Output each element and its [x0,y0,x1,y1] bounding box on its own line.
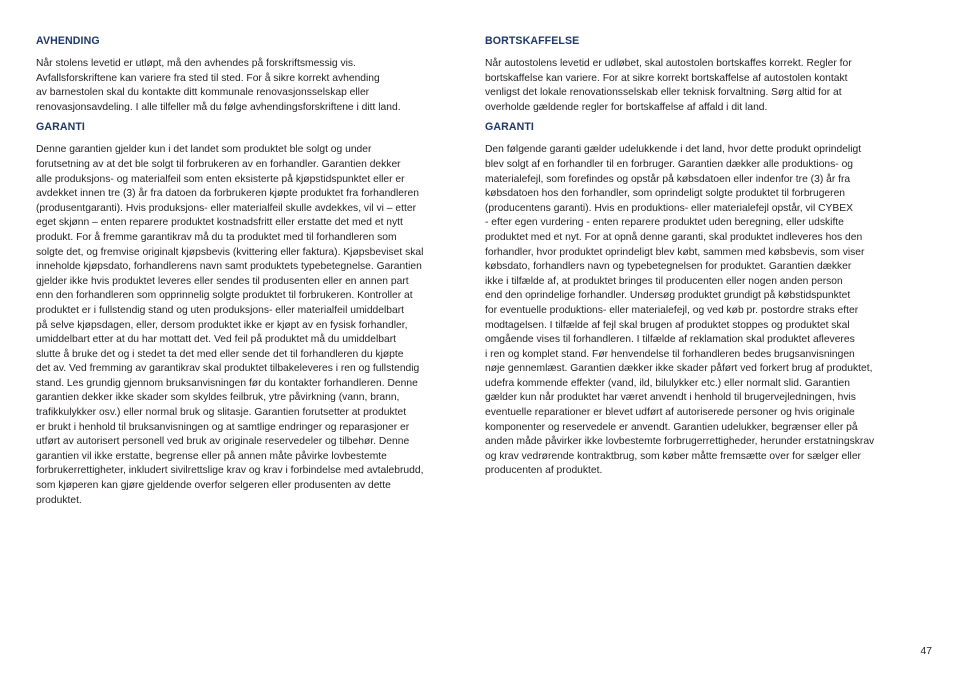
text-line: produktet med et nyt. For at opnå denne garanti, skal produktet indleveres hos den [485,231,863,243]
text-line: det av. Ved fremming av garantikrav skal produktet tilbakeleveres i ren og fullstendig [36,363,420,375]
warranty-paragraph-da [485,143,921,479]
left-column [36,35,468,514]
text-line: avdekket innen tre (3) år fra datoen da forbrukeren kjøpte produktet fra forhandleren [36,188,419,200]
text-line: produktet er i fullstendig stand og uten produksjons- eller materialfeil umiddelbart [36,304,405,316]
disposal-heading-da: BORTSKAFFELSE [485,35,580,47]
text-line: Denne garantien gjelder kun i det landet som produktet ble solgt og under [36,144,372,156]
text-line: blev solgt af en forhandler til en forbruger. Garantien dækker alle produktions- og [485,158,854,170]
text-line: ikke i tilfælde af, at produktet bringes til producenten eller nogen anden person [485,275,843,287]
text-line: Når stolens levetid er utløpt, må den avhendes på forskriftsmessig vis. [36,58,356,69]
text-line: renovasjonsavdeling. I alle tilfeller må du følge avhendingsforskriftene i ditt land. [36,101,401,113]
text-line: - efter egen vurdering - enten reparere produktet uden beregning, eller udskifte [485,217,844,229]
text-line: forutsetning av at det ble solgt til forbrukeren av en forhandler. Garantien dekker [36,158,401,170]
text-line: produktet. [36,494,82,506]
warranty-heading-no: GARANTI [36,121,85,134]
text-line: købsdato, forhandlers navn og typebetegnelsen for produktet. Garantien dækker [485,261,852,273]
text-line: av barnestolen skal du kontakte ditt kommunale renovasjonsselskap eller [36,87,370,99]
text-line: forbrukerrettigheter, inkludert sivilrettslige krav og krav i forbindelse med avtalebrudd, [36,465,424,477]
warranty-paragraph-no [36,143,468,508]
text-line: eget skjønn – enten reparere produktet kostnadsfritt eller erstatte det med et nytt [36,217,403,229]
text-line: (producentens garanti). Hvis en produktions- eller materialefejl opstår, vil CYBEX [485,202,853,214]
text-line: bortskaffelse kan variere. For at sikre korrekt bortskaffelse af autostolen kontakt [485,72,848,84]
text-line: inneholde kjøpsdato, forhandlerens navn samt produktets typebetegnelse. Garantien [36,261,422,273]
text-line: som kjøperen kan gjøre gjeldende overfor selgeren eller produsenten av dette [36,480,391,492]
text-line: (produsentgaranti). Hvis produksjons- eller materialfeil skulle avdekkes, vil vi – etter [36,202,416,214]
text-line: slutte å bruke det og i stedet ta det med eller sende det til forhandleren du kjøpte [36,348,404,360]
text-line: alle produksjons- og materialfeil som enten eksisterte på kjøpstidspunktet eller er [36,173,405,185]
right-column [485,35,921,485]
text-line: nøje gennemlæst. Garantien dækker ikke skader påført ved forkert brug af produktet, [485,363,873,375]
text-line: i ren og komplet stand. Før henvendelse til forhandleren bedes brugsanvisningen [485,348,855,360]
text-line: anden måde påvirker ikke lovbestemte forbrugerrettigheder, herunder erstatningskrav [485,436,875,448]
text-line: overholde gældende regler for bortskaffelse af affald i dit land. [485,101,768,113]
text-line: materialefejl, som forefindes og opstår på købsdatoen eller indenfor tre (3) år fra [485,173,851,185]
text-line: komponenter og reservedele er anvendt. Garantien udelukker, begrænser eller på [485,421,858,433]
text-line: og krav vedrørende kontraktbrug, som køber måtte fremsætte over for sælger eller [485,450,861,462]
text-line: omgående vises til forhandleren. I tilfælde af reklamation skal produktet afleveres [485,334,855,346]
disposal-heading-no: AVHENDING [36,35,100,47]
text-line: utført av autorisert personell ved bruk av originale reservedeler og tilbehør. Denne [36,436,410,448]
text-line: garantien vil ikke erstatte, begrense eller på annen måte påvirke lovbestemte [36,450,387,462]
text-line: solgte det, og fremvise originalt kjøpsbevis (kvittering eller faktura). Kjøpsbeviset skal [36,246,424,258]
page-number: 47 [920,646,932,657]
text-line: er brukt i henhold til bruksanvisningen og at samtlige endringer og reparasjoner er [36,421,410,433]
text-line: forhandler, hvor produktet oprindeligt blev købt, sammen med købsbevis, som viser [485,246,865,258]
text-line: for eventuelle produktions- eller materialefejl, og ved køb pr. postordre straks efter [485,304,859,316]
warranty-heading-da: GARANTI [485,121,534,134]
text-line: stand. Les grundig gjennom bruksanvisningen før du kontakter forhandleren. Denne [36,377,418,389]
text-line: garantien dekker ikke skader som skyldes feilbruk, ytre påvirkning (vann, brann, [36,392,400,404]
text-line: produkt. For å fremme garantikrav må du ta produktet med til forhandleren som [36,231,397,243]
text-line: gjelder ikke hvis produktet leveres eller sendes til produsenten eller en annen part [36,275,409,287]
text-line: Avfallsforskriftene kan variere fra sted til sted. For å sikre korrekt avhending [36,72,380,84]
text-line: trafikkulykker osv.) eller normal bruk og slitasje. Garantien forutsetter at produktet [36,407,407,419]
disposal-paragraph-no [36,57,468,115]
text-line: umiddelbart etter at du har mottatt det. Ved feil på produktet må du umiddelbart [36,334,397,346]
text-line: modtagelsen. I tilfælde af fejl skal brugen af produktet stoppes og produktet skal [485,319,850,331]
text-line: Når autostolens levetid er udløbet, skal autostolen bortskaffes korrekt. Regler for [485,58,852,69]
text-line: end den oprindelige forhandler. Undersøg produktet grundigt på købstidspunktet [485,290,851,302]
text-line: gælder kun når produktet har været anvendt i henhold til brugervejledningen, hvis [485,392,856,404]
text-line: venligst det lokale renovationsselskab eller teknisk forvaltning. Sørg altid for at [485,87,842,99]
text-line: købsdatoen hos den forhandler, som oprindeligt solgte produktet til forbrugeren [485,188,846,200]
text-line: Den følgende garanti gælder udelukkende i det land, hvor dette produkt oprindeligt [485,144,862,156]
disposal-paragraph-da [485,57,921,115]
text-line: enn den forhandleren som opprinnelig solgte produktet til forbrukeren. Kontroller at [36,290,413,302]
text-line: udefra kommende effekter (vand, ild, bilulykker etc.) eller normalt slid. Garantien [485,377,850,389]
text-line: eventuelle reparationer er blevet udført af autoriserede personer og hvis originale [485,407,855,419]
text-line: på selve kjøpsdagen, eller, dersom produktet ikke er kjøpt av en fysisk forhandler, [36,319,408,331]
text-line: producenten af produktet. [485,465,603,477]
